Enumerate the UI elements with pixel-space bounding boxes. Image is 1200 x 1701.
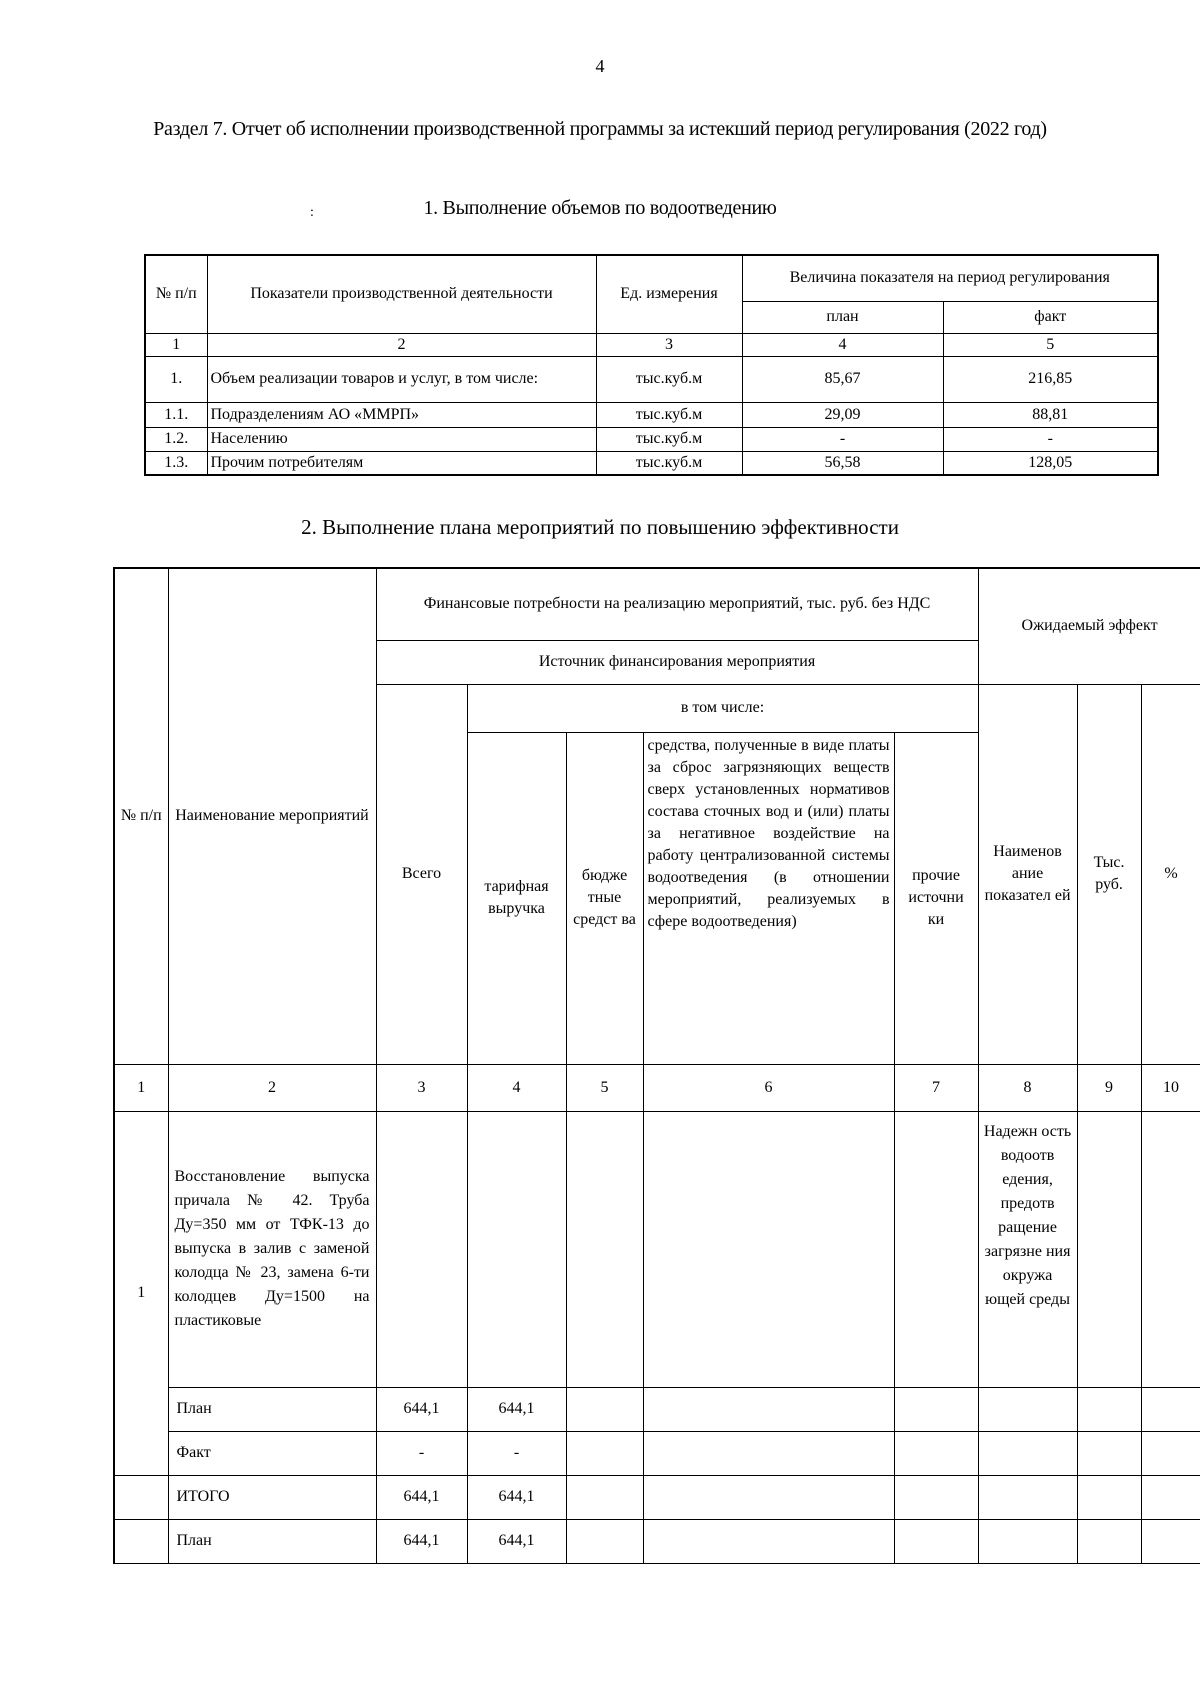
t2-item-effect: Надежн ость водоотв едения, предотв ращение загрязне ния окружа ющей среды — [978, 1111, 1077, 1387]
t1-row-fact: - — [943, 427, 1158, 451]
t2-header-effect: Ожидаемый эффект — [978, 568, 1200, 684]
t1-row-unit: тыс.куб.м — [596, 402, 742, 427]
empty-cell — [1077, 1387, 1141, 1431]
t2-colnum: 8 — [978, 1064, 1077, 1111]
t2-colnum: 2 — [168, 1064, 376, 1111]
t1-colnum: 1 — [145, 333, 207, 356]
empty-cell — [1141, 1111, 1200, 1387]
table-row — [145, 402, 1158, 427]
t1-row-unit: тыс.куб.м — [596, 451, 742, 475]
empty-cell — [1077, 1431, 1141, 1475]
empty-cell — [643, 1111, 894, 1387]
stray-mark: : — [310, 205, 314, 220]
t2-header-effect-rub: Тыс. руб. — [1077, 684, 1141, 1064]
table-row — [114, 1475, 1200, 1519]
empty-cell — [1141, 1519, 1200, 1563]
empty-cell — [1077, 1111, 1141, 1387]
empty-cell — [1141, 1475, 1200, 1519]
t1-colnum: 3 — [596, 333, 742, 356]
t1-row-num: 1.3. — [145, 451, 207, 475]
t1-header-indicator: Показатели производственной деятельности — [207, 255, 596, 333]
t1-row-fact: 216,85 — [943, 356, 1158, 402]
table-row — [114, 1111, 1200, 1387]
t1-row-plan: 29,09 — [742, 402, 943, 427]
t2-colnum: 3 — [376, 1064, 467, 1111]
t1-header-value: Величина показателя на период регулирования — [742, 255, 1158, 301]
empty-cell — [467, 1111, 566, 1387]
t2-colnum: 5 — [566, 1064, 643, 1111]
empty-cell — [566, 1519, 643, 1563]
empty-cell — [1077, 1475, 1141, 1519]
t1-row-plan: 85,67 — [742, 356, 943, 402]
t1-row-name: Прочим потребителям — [207, 451, 596, 475]
t2-row-label: Факт — [168, 1431, 376, 1475]
t1-header-fact: факт — [943, 301, 1158, 333]
t2-colnum: 10 — [1141, 1064, 1200, 1111]
t1-row-unit: тыс.куб.м — [596, 356, 742, 402]
empty-cell — [566, 1387, 643, 1431]
empty-cell — [643, 1387, 894, 1431]
t2-row-label: ИТОГО — [168, 1475, 376, 1519]
empty-cell — [566, 1111, 643, 1387]
t1-row-name: Населению — [207, 427, 596, 451]
t2-header-fees: средства, полученные в виде платы за сброс загрязняющих веществ сверх установленных нормативов состава сточных вод и (или) платы за негативное воздействие на работу централизованной системы водоотведения (в отношении мероприятий, реализуемых в сфере водоотведения) — [643, 732, 894, 1064]
empty-cell — [1141, 1431, 1200, 1475]
empty-cell — [643, 1519, 894, 1563]
t1-colnum: 5 — [943, 333, 1158, 356]
t2-header-budget: бюдже тные средст ва — [566, 732, 643, 1064]
t2-header-tariff: тарифная выручка — [467, 732, 566, 1064]
t2-row-total: 644,1 — [376, 1519, 467, 1563]
section-title: Раздел 7. Отчет об исполнении производственной программы за истекший период регулирования (2022 год) — [153, 118, 1047, 140]
t2-row-tariff: 644,1 — [467, 1475, 566, 1519]
subsection-2-title: 2. Выполнение плана мероприятий по повышению эффективности — [301, 515, 899, 539]
t1-row-num: 1.2. — [145, 427, 207, 451]
t2-header-including: в том числе: — [467, 684, 978, 732]
efficiency-measures-table — [113, 567, 1200, 1564]
t2-header-effect-pct: % — [1141, 684, 1200, 1064]
empty-cell — [1141, 1387, 1200, 1431]
t1-header-num: № п/п — [145, 255, 207, 333]
table-row — [145, 451, 1158, 475]
t1-row-fact: 128,05 — [943, 451, 1158, 475]
empty-cell — [643, 1431, 894, 1475]
t2-header-effect-name: Наименов ание показател ей — [978, 684, 1077, 1064]
t2-item-num: 1 — [114, 1111, 168, 1475]
t1-row-unit: тыс.куб.м — [596, 427, 742, 451]
empty-cell — [978, 1519, 1077, 1563]
empty-cell — [566, 1431, 643, 1475]
t2-row-total: 644,1 — [376, 1387, 467, 1431]
t2-row-total: 644,1 — [376, 1475, 467, 1519]
t2-colnum: 7 — [894, 1064, 978, 1111]
t1-header-unit: Ед. измерения — [596, 255, 742, 333]
table-row — [114, 1431, 1200, 1475]
empty-cell — [978, 1431, 1077, 1475]
t1-colnum: 4 — [742, 333, 943, 356]
empty-cell — [894, 1431, 978, 1475]
table-row — [145, 427, 1158, 451]
t2-colnum: 1 — [114, 1064, 168, 1111]
t2-row-tariff: - — [467, 1431, 566, 1475]
empty-cell — [114, 1519, 168, 1563]
t2-header-total: Всего — [376, 684, 467, 1064]
t1-row-name: Подразделениям АО «ММРП» — [207, 402, 596, 427]
empty-cell — [978, 1387, 1077, 1431]
t1-row-plan: - — [742, 427, 943, 451]
t2-header-source: Источник финансирования мероприятия — [376, 640, 978, 684]
table-row — [114, 1519, 1200, 1563]
t1-row-num: 1. — [145, 356, 207, 402]
t2-colnum: 9 — [1077, 1064, 1141, 1111]
t2-row-tariff: 644,1 — [467, 1387, 566, 1431]
empty-cell — [566, 1475, 643, 1519]
t2-row-total: - — [376, 1431, 467, 1475]
t2-item-name: Восстановление выпуска причала № 42. Труба Ду=350 мм от ТФК-13 до выпуска в залив с заменой колодца № 23, замена 6-ти колодцев Ду=1500 на пластиковые — [168, 1111, 376, 1387]
page-number: 4 — [595, 56, 605, 76]
t2-header-other: прочие источни ки — [894, 732, 978, 1064]
empty-cell — [978, 1475, 1077, 1519]
t1-row-name: Объем реализации товаров и услуг, в том числе: — [207, 356, 596, 402]
empty-cell — [894, 1475, 978, 1519]
empty-cell — [1077, 1519, 1141, 1563]
drainage-volumes-table — [144, 254, 1159, 476]
empty-cell — [376, 1111, 467, 1387]
empty-cell — [114, 1475, 168, 1519]
t2-row-label: План — [168, 1519, 376, 1563]
t2-colnum: 4 — [467, 1064, 566, 1111]
t2-header-name: Наименование мероприятий — [168, 568, 376, 1064]
t1-row-plan: 56,58 — [742, 451, 943, 475]
t1-header-plan: план — [742, 301, 943, 333]
empty-cell — [643, 1475, 894, 1519]
empty-cell — [894, 1519, 978, 1563]
t2-row-tariff: 644,1 — [467, 1519, 566, 1563]
t2-row-label: План — [168, 1387, 376, 1431]
table-row — [145, 356, 1158, 402]
subsection-1-title: 1. Выполнение объемов по водоотведению — [423, 197, 777, 219]
empty-cell — [894, 1111, 978, 1387]
t1-colnum: 2 — [207, 333, 596, 356]
t1-row-fact: 88,81 — [943, 402, 1158, 427]
t2-colnum: 6 — [643, 1064, 894, 1111]
empty-cell — [894, 1387, 978, 1431]
table-row — [114, 1387, 1200, 1431]
t1-row-num: 1.1. — [145, 402, 207, 427]
t2-header-finance: Финансовые потребности на реализацию мероприятий, тыс. руб. без НДС — [376, 568, 978, 640]
t2-header-num: № п/п — [114, 568, 168, 1064]
